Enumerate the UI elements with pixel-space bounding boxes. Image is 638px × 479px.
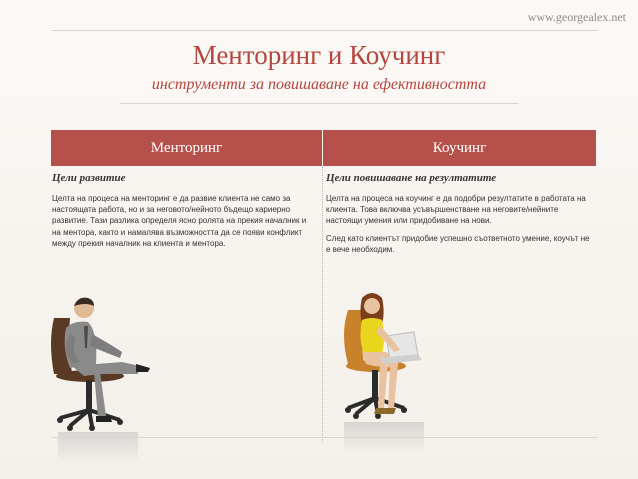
- page-subtitle: инструменти за повишаване на ефективността: [151, 76, 487, 93]
- page-title: Менторинг и Коучинг: [192, 40, 446, 70]
- mentoring-paragraph: Целта на процеса на менторинг е да развие клиента не само за настоящата работа, но и за неговото/нейното бъдещо кариерно развитие. Тази разлика определя ясно ролята на прекия началник и на ментора, както и намалява възможността да се появи конфликт между прекия началник на клиента и ментора.: [52, 194, 307, 248]
- column-header-mentoring: Менторинг: [51, 130, 322, 166]
- mentoring-column: [52, 172, 314, 255]
- coaching-heading: Цели повишаване на резултатите: [326, 172, 497, 184]
- site-url[interactable]: www.georgealex.net: [527, 10, 626, 24]
- column-divider: [322, 166, 323, 442]
- coaching-column: [326, 172, 590, 261]
- subtitle-divider: [120, 103, 518, 104]
- column-header-coaching: Коучинг: [323, 130, 596, 166]
- mentoring-heading: Цели развитие: [52, 172, 126, 184]
- coaching-paragraph-2: След като клиентът придобие успешно съответното умение, коучът не е вече необходим.: [326, 233, 590, 254]
- top-divider: [52, 30, 598, 31]
- coaching-paragraph-1: Целта на процеса на коучинг е да подобри резултатите в работата на клиента. Това включва усъвършенстване на неговите/нейните настоящи умения или придобиване на нови.: [326, 194, 586, 226]
- businesswoman-illustration: [330, 290, 440, 470]
- bottom-divider: [52, 437, 598, 438]
- businessman-illustration: [40, 292, 160, 472]
